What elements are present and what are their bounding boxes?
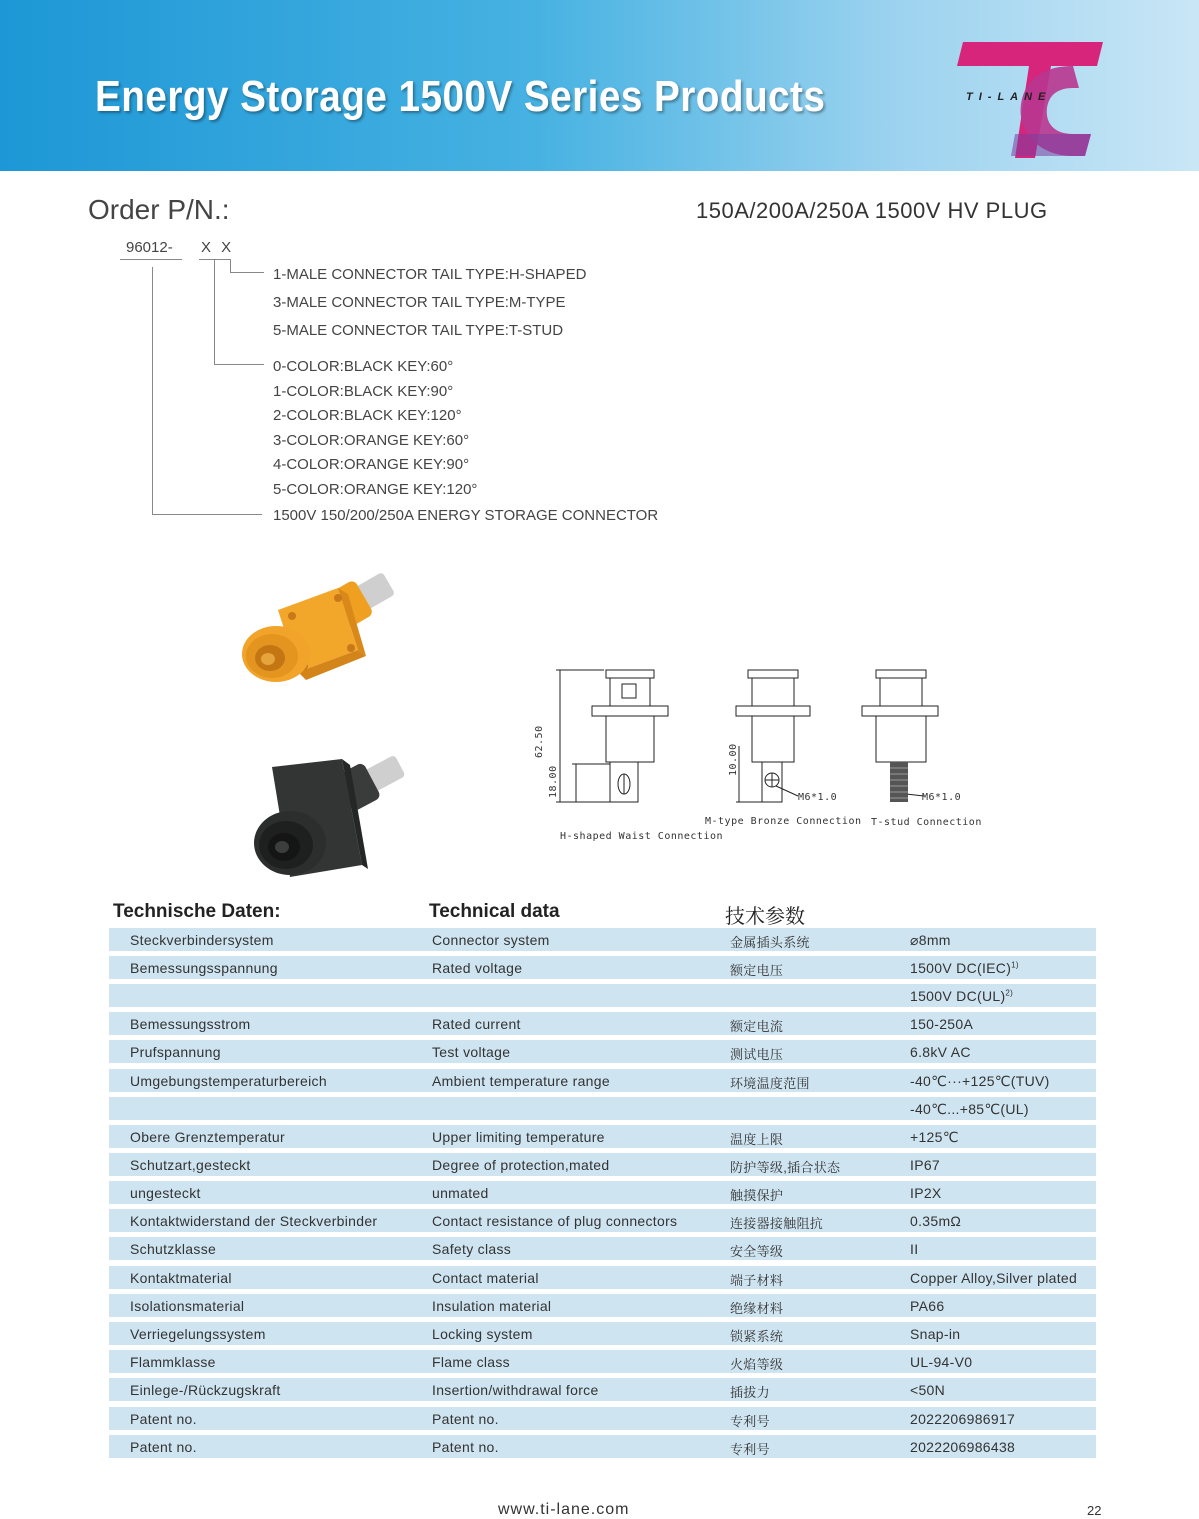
color-option: 4-COLOR:ORANGE KEY:90° xyxy=(273,456,470,473)
cell-en xyxy=(432,1326,533,1342)
cell-en-text: Rated current xyxy=(432,1016,521,1033)
cell-de-text: Steckverbindersystem xyxy=(130,932,274,948)
dim-height-label: 62.50 xyxy=(534,725,545,758)
cell-en xyxy=(432,1213,677,1229)
caption-m-type: M-type Bronze Connection xyxy=(705,816,862,827)
technical-drawings xyxy=(540,660,980,810)
cell-value xyxy=(910,932,951,949)
cell-value xyxy=(910,1213,961,1229)
cell-value xyxy=(910,1326,960,1342)
tail-option: 1-MALE CONNECTOR TAIL TYPE:H-SHAPED xyxy=(273,266,587,283)
cell-zh xyxy=(730,1411,770,1430)
cell-value xyxy=(910,1411,1015,1427)
cell-de-text: Einlege-/Rückzugskraft xyxy=(130,1382,281,1399)
cell-value-text: UL-94-V0 xyxy=(910,1354,973,1371)
cell-en-text: Insertion/withdrawal force xyxy=(432,1382,599,1399)
cell-value-2 xyxy=(910,1101,1029,1118)
cell-en-text: Ambient temperature range xyxy=(432,1072,610,1089)
cell-de-text: Schutzklasse xyxy=(130,1241,217,1258)
cell-zh-text: 连接器接触阻抗 xyxy=(730,1216,824,1232)
cell-de xyxy=(130,1129,285,1145)
cell-en xyxy=(432,1411,499,1427)
cell-en-text: Connector system xyxy=(432,932,550,948)
footer-url: www.ti-lane.com xyxy=(498,1501,630,1518)
cell-value-text: 150-250A xyxy=(910,1016,974,1033)
cell-de-text: Bemessungsspannung xyxy=(130,960,278,977)
dim-m-tail-label: 10.00 xyxy=(728,743,739,776)
cell-de-text: Kontaktwiderstand der Steckverbinder xyxy=(130,1213,378,1230)
cell-value-text: PA66 xyxy=(910,1297,945,1314)
cell-zh-text: 专利号 xyxy=(730,1413,770,1429)
color-option: 0-COLOR:BLACK KEY:60° xyxy=(273,358,454,375)
cell-value-text: IP67 xyxy=(910,1156,940,1173)
cell-zh xyxy=(730,1354,783,1373)
cell-en xyxy=(432,1354,510,1370)
cell-de-text: Umgebungstemperaturbereich xyxy=(130,1072,327,1089)
cell-zh-text: 触摸保护 xyxy=(730,1188,784,1203)
cell-value-text: <50N xyxy=(910,1382,946,1399)
cell-value-2-text: -40℃...+85℃(UL) xyxy=(910,1100,1029,1117)
cell-value-text: -40℃···+125℃(TUV) xyxy=(910,1072,1050,1089)
cell-de xyxy=(130,1298,244,1314)
cell-zh-text: 火焰等级 xyxy=(730,1357,784,1373)
caption-h-shaped: H-shaped Waist Connection xyxy=(560,831,724,842)
cell-value-text: 2022206986438 xyxy=(910,1438,1016,1455)
cell-zh xyxy=(730,1439,770,1458)
pn-underline xyxy=(120,259,182,260)
cell-value xyxy=(910,1044,971,1060)
cell-value-text: 2022206986917 xyxy=(910,1410,1016,1427)
cell-de xyxy=(130,1270,232,1286)
cell-de xyxy=(130,1185,201,1201)
cell-zh-text: 测试电压 xyxy=(730,1047,784,1063)
cell-en xyxy=(432,1298,551,1314)
cell-de-text: Kontaktmaterial xyxy=(130,1269,232,1286)
cell-zh xyxy=(730,1073,810,1092)
color-option: 5-COLOR:ORANGE KEY:120° xyxy=(273,481,478,498)
cell-value xyxy=(910,1354,972,1370)
page-number: 22 xyxy=(1087,1503,1102,1518)
cell-zh xyxy=(730,1298,783,1317)
cell-de xyxy=(130,1213,377,1229)
cell-value-text: 6.8kV AC xyxy=(910,1044,971,1061)
cell-zh-text: 锁紧系统 xyxy=(730,1329,784,1344)
cell-value-2-text: 1500V DC(UL) xyxy=(910,988,1006,1005)
cell-de-text: Obere Grenztemperatur xyxy=(130,1128,285,1145)
cell-value-text: 1500V DC(IEC) xyxy=(910,960,1012,977)
product-subtitle: 150A/200A/250A 1500V HV PLUG xyxy=(696,198,1048,223)
cell-zh-text: 端子材料 xyxy=(730,1272,784,1288)
cell-value xyxy=(910,1129,959,1146)
cell-value xyxy=(910,1298,944,1314)
logo-text: TI-LANE xyxy=(966,91,1052,103)
cell-zh-text: 专利号 xyxy=(730,1441,770,1457)
cell-zh xyxy=(730,1129,783,1148)
cell-de xyxy=(130,1354,216,1370)
cell-en-text: Test voltage xyxy=(432,1044,511,1061)
color-branch-vline xyxy=(214,259,215,365)
cell-de-text: Verriegelungssystem xyxy=(130,1326,266,1342)
pn-suffix-underline xyxy=(199,259,231,260)
cell-de xyxy=(130,1157,251,1173)
cell-en xyxy=(432,1382,599,1398)
cell-value-text: Copper Alloy,Silver plated xyxy=(910,1269,1078,1286)
cell-de xyxy=(130,1382,281,1398)
cell-en xyxy=(432,1157,609,1173)
cell-en-text: Patent no. xyxy=(432,1438,499,1455)
cell-en xyxy=(432,1044,510,1060)
cell-zh xyxy=(730,960,783,979)
cell-zh xyxy=(730,1157,840,1176)
tail-option: 5-MALE CONNECTOR TAIL TYPE:T-STUD xyxy=(273,322,564,339)
page-title: Energy Storage 1500V Series Products xyxy=(95,72,826,121)
cell-zh xyxy=(730,1241,783,1260)
cell-en-text: unmated xyxy=(432,1185,489,1201)
cell-zh-text: 额定电压 xyxy=(730,963,784,979)
color-option: 2-COLOR:BLACK KEY:120° xyxy=(273,407,462,424)
table-header-zh: 技术参数 xyxy=(725,906,805,928)
cell-zh-text: 绝缘材料 xyxy=(730,1300,784,1316)
cell-zh xyxy=(730,1185,783,1204)
cell-en-text: Upper limiting temperature xyxy=(432,1128,605,1145)
cell-de xyxy=(130,1073,327,1089)
cell-value-text: ⌀8mm xyxy=(910,932,951,948)
cell-zh-text: 防护等级,插合状态 xyxy=(730,1159,841,1175)
cell-zh xyxy=(730,1326,783,1345)
part-number-suffix: X X xyxy=(201,239,235,256)
cell-zh xyxy=(730,932,810,951)
cell-de-text: ungesteckt xyxy=(130,1185,201,1201)
thread-t-label: M6*1.0 xyxy=(922,792,962,803)
cell-zh xyxy=(730,1016,783,1035)
color-option: 1-COLOR:BLACK KEY:90° xyxy=(273,383,454,400)
cell-de-text: Patent no. xyxy=(130,1438,197,1455)
cell-en-text: Contact resistance of plug connectors xyxy=(432,1213,678,1230)
tail-option: 3-MALE CONNECTOR TAIL TYPE:M-TYPE xyxy=(273,294,566,311)
cell-en-text: Contact material xyxy=(432,1269,539,1286)
cell-en-text: Rated voltage xyxy=(432,960,523,977)
caption-t-stud: T-stud Connection xyxy=(871,817,982,828)
cell-zh-text: 环境温度范围 xyxy=(730,1075,810,1091)
cell-de xyxy=(130,1439,197,1455)
cell-value-text: 0.35mΩ xyxy=(910,1213,962,1230)
cell-value xyxy=(910,1270,1077,1286)
cell-value-2 xyxy=(910,988,1013,1004)
cell-value-text: Snap-in xyxy=(910,1326,961,1342)
cell-value xyxy=(910,1241,918,1257)
cell-en xyxy=(432,1016,521,1032)
cell-value xyxy=(910,1185,942,1201)
cell-de-text: Bemessungsstrom xyxy=(130,1016,251,1033)
cell-zh-text: 安全等级 xyxy=(730,1244,784,1260)
cell-en-text: Locking system xyxy=(432,1326,533,1342)
cell-zh xyxy=(730,1382,770,1401)
base-branch-hline xyxy=(152,514,262,515)
cell-en-text: Degree of protection,mated xyxy=(432,1156,610,1173)
cell-de xyxy=(130,1016,250,1032)
cell-zh-text: 插拔力 xyxy=(730,1385,770,1401)
cell-value xyxy=(910,1073,1050,1090)
cell-de xyxy=(130,1326,266,1342)
cell-de xyxy=(130,960,278,976)
part-number-prefix: 96012- xyxy=(126,239,173,256)
cell-value xyxy=(910,1439,1015,1455)
cell-zh-text: 温度上限 xyxy=(730,1131,784,1147)
thread-m-label: M6*1.0 xyxy=(798,792,838,803)
cell-value-text: IP2X xyxy=(910,1185,942,1201)
cell-de xyxy=(130,1241,216,1257)
cell-de-text: Schutzart,gesteckt xyxy=(130,1156,251,1173)
cell-value-text: II xyxy=(910,1241,919,1258)
cell-zh-text: 额定电流 xyxy=(730,1019,784,1035)
cell-zh-text: 金属插头系统 xyxy=(730,935,810,950)
cell-de xyxy=(130,1044,221,1060)
cell-value xyxy=(910,960,1019,976)
cell-zh xyxy=(730,1044,783,1063)
cell-en-text: Safety class xyxy=(432,1241,512,1258)
cell-de xyxy=(130,1411,197,1427)
cell-de-text: Prufspannung xyxy=(130,1044,221,1061)
black-connector-image xyxy=(250,755,415,890)
cell-en xyxy=(432,932,550,948)
cell-value xyxy=(910,1016,973,1032)
cell-en xyxy=(432,960,522,976)
cell-en xyxy=(432,1073,610,1089)
cell-de xyxy=(130,932,274,948)
cell-value xyxy=(910,1157,940,1173)
cell-en xyxy=(432,1270,539,1286)
cell-en-text: Flame class xyxy=(432,1354,510,1371)
base-description: 1500V 150/200/250A ENERGY STORAGE CONNECTOR xyxy=(273,507,659,524)
cell-de-text: Flammklasse xyxy=(130,1354,216,1371)
cell-value-text: +125℃ xyxy=(910,1128,959,1145)
color-option: 3-COLOR:ORANGE KEY:60° xyxy=(273,432,470,449)
cell-de-text: Isolationsmaterial xyxy=(130,1297,245,1314)
order-title: Order P/N.: xyxy=(88,194,230,225)
cell-en xyxy=(432,1129,605,1145)
cell-en-text: Insulation material xyxy=(432,1297,552,1314)
cell-value xyxy=(910,1382,945,1398)
dim-h-tail-label: 18.00 xyxy=(548,765,559,798)
footnote-marker: 1) xyxy=(1011,960,1019,970)
cell-zh xyxy=(730,1270,783,1289)
tail-branch-vline xyxy=(230,259,231,273)
cell-de-text: Patent no. xyxy=(130,1410,197,1427)
cell-zh xyxy=(730,1213,823,1232)
table-header-en: Technical data xyxy=(429,901,560,922)
tail-branch-hline xyxy=(230,272,264,273)
base-branch-vline xyxy=(152,267,153,515)
cell-en xyxy=(432,1241,511,1257)
footnote-marker: 2) xyxy=(1005,988,1014,998)
cell-en-text: Patent no. xyxy=(432,1410,499,1427)
orange-connector-image xyxy=(238,570,413,705)
color-branch-hline xyxy=(214,364,264,365)
cell-en xyxy=(432,1185,489,1201)
cell-en xyxy=(432,1439,499,1455)
table-header-de: Technische Daten: xyxy=(113,901,281,922)
